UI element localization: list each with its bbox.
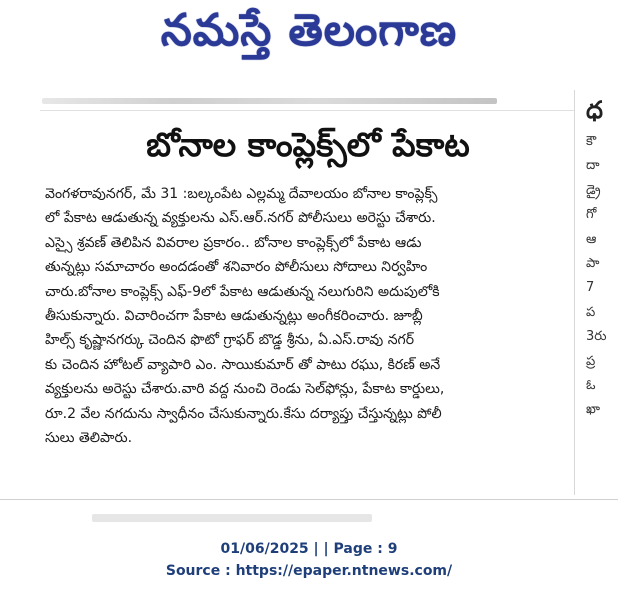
article-body: [45, 182, 570, 450]
footer: [0, 538, 618, 582]
article-line: ఎస్సై శ్రవణ్ తెలిపిన వివరాల ప్రకారం.. బోనాల కాంప్లెక్స్‌లో పేకాట ఆడు: [45, 234, 422, 251]
divider: [0, 499, 618, 500]
article-headline: బోనాల కాంప్లెక్స్‌లో పేకాట: [146, 124, 470, 164]
footer-date-page: 01/06/2025 | | Page : 9: [220, 541, 398, 557]
side-column-head: ధ: [586, 96, 603, 124]
article-line: తీసుకున్నారు. విచారించగా పేకాట ఆడుతున్నట్లు అంగీకరించారు. జూబ్లీ: [45, 307, 423, 324]
faded-strip: [92, 514, 372, 522]
side-column-line: ఆ: [586, 231, 597, 247]
article-line: కు చెందిన హోటల్ వ్యాపారి ఎం. సాయికుమార్ తో పాటు రఘు, కిరణ్ అనే: [45, 356, 441, 373]
side-column-line: దా: [586, 158, 600, 174]
blurred-strip: [42, 98, 497, 104]
footer-source: Source : https://epaper.ntnews.com/: [165, 563, 453, 579]
article-line: వ్యక్తులను అరెస్టు చేశారు.వారి వద్ద నుంచి రెండు సెల్‌ఫోన్లు, పేకాట కార్డులు,: [45, 381, 445, 398]
article-line: రూ.2 వేల నగదును స్వాధీనం చేసుకున్నారు.కేసు దర్యాప్తు చేస్తున్నట్లు పోలీ: [45, 405, 442, 422]
article-line: లో పేకాట ఆడుతున్న వ్యక్తులను ఎస్.ఆర్.నగర్ పోలీసులు అరెస్టు చేశారు.: [45, 210, 436, 227]
side-column-line: 7: [586, 280, 595, 296]
headline-box: [65, 118, 551, 178]
side-column: [586, 90, 618, 490]
article-line: హిల్స్ కృష్ణానగర్కు చెందిన ఫొటో గ్రాఫర్ బొడ్డ శ్రీను, ఏ.ఎస్.రావు నగర్: [45, 332, 415, 349]
side-column-line: 3రు: [586, 329, 607, 345]
side-column-line: ప: [586, 304, 596, 320]
side-column-line: ఓ: [586, 377, 596, 393]
divider: [40, 110, 574, 111]
newspaper-logo: నమస్తే తెలంగాణ: [160, 5, 458, 56]
article-line: చారు.బోనాల కాంప్లెక్స్ ఎఫ్-9లో పేకాట ఆడుతున్న నలుగురిని అదుపులోకి: [45, 283, 440, 300]
article-line: వెంగళరావునగర్, మే 31 :బల్కంపేట ఎల్లమ్మ దేవాలయం బోనాల కాంప్లెక్స్: [45, 186, 438, 202]
side-column-line: కౌ: [586, 134, 597, 149]
column-divider: [574, 90, 575, 495]
masthead: [0, 0, 618, 72]
article-line: తున్నట్లు సమాచారం అందడంతో శనివారం పోలీసులు సోదాలు నిర్వహిం: [45, 259, 428, 276]
side-column-line: ప్ర: [586, 353, 596, 369]
side-column-line: పా: [586, 255, 600, 271]
side-column-line: డ్రై: [586, 182, 601, 198]
article-line: సులు తెలిపారు.: [45, 429, 133, 446]
side-column-line: ఖా: [586, 402, 601, 418]
side-column-line: గో: [586, 207, 597, 223]
